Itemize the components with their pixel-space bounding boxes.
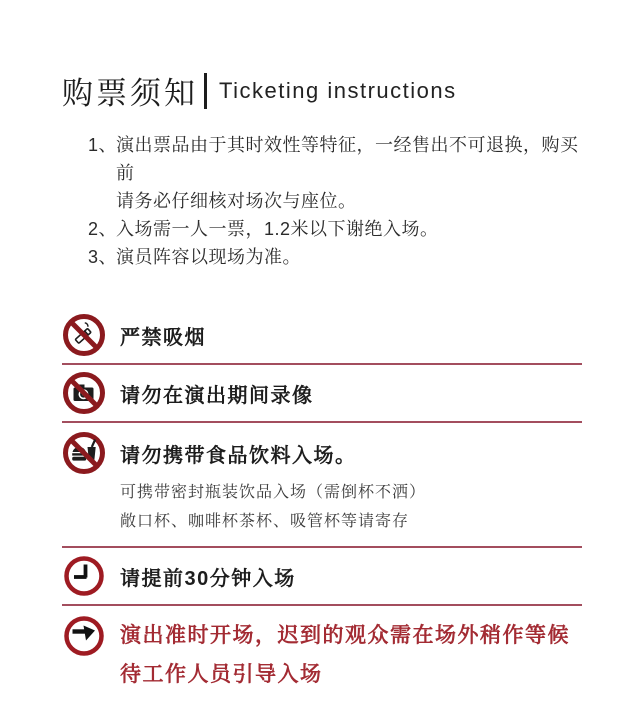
rule-title: 请提前30分钟入场 (120, 567, 296, 590)
notice-text (116, 131, 582, 215)
rule-text (120, 431, 426, 536)
late-entry-icon (62, 614, 106, 658)
notice-marker: 1、 (88, 135, 118, 155)
rule-no-food (62, 423, 582, 546)
clock-icon (62, 554, 106, 598)
notice-text (116, 243, 582, 271)
rule-note-line: 敞口杯、咖啡杯茶杯、吸管杯等请寄存 (120, 513, 410, 530)
rule-note-line: 可携带密封瓶装饮品入场（需倒杯不洒） (120, 484, 427, 501)
rules-list (62, 307, 582, 702)
rule-no-video (62, 365, 582, 421)
page-title-en: Ticketing instructions (219, 77, 457, 103)
page-header (62, 68, 582, 113)
rule-notes (120, 478, 426, 536)
rule-late-entry (62, 606, 582, 702)
notice-item-3 (88, 243, 582, 271)
notice-line: 请务必仔细核对场次与座位。 (116, 191, 357, 211)
rule-title-line: 待工作人员引导入场 (120, 663, 323, 686)
notice-text (116, 215, 582, 243)
rule-arrive-early (62, 548, 582, 604)
rule-title: 请勿在演出期间录像 (120, 384, 314, 407)
notice-line: 入场需一人一票，1.2米以下谢绝入场。 (116, 219, 439, 239)
title-divider (204, 73, 207, 109)
notice-item-2 (88, 215, 582, 243)
notice-marker: 2、 (88, 219, 118, 239)
notice-item-1 (88, 131, 582, 215)
page-title-zh: 购票须知 (62, 76, 198, 111)
rule-text (120, 614, 570, 692)
no-smoking-icon (62, 313, 106, 357)
rule-title: 请勿携带食品饮料入场。 (120, 444, 357, 467)
notice-marker: 3、 (88, 247, 118, 267)
no-video-icon (62, 371, 106, 415)
notice-line: 演出票品由于其时效性等特征，一经售出不可退换，购买前 (116, 135, 579, 183)
rule-no-smoking (62, 307, 582, 363)
no-food-icon (62, 431, 106, 475)
notice-line: 演员阵容以现场为准。 (116, 247, 301, 267)
rule-title-line: 演出准时开场，迟到的观众需在场外稍作等候 (120, 624, 570, 647)
rule-title: 严禁吸烟 (120, 326, 206, 349)
notice-list (88, 131, 582, 271)
